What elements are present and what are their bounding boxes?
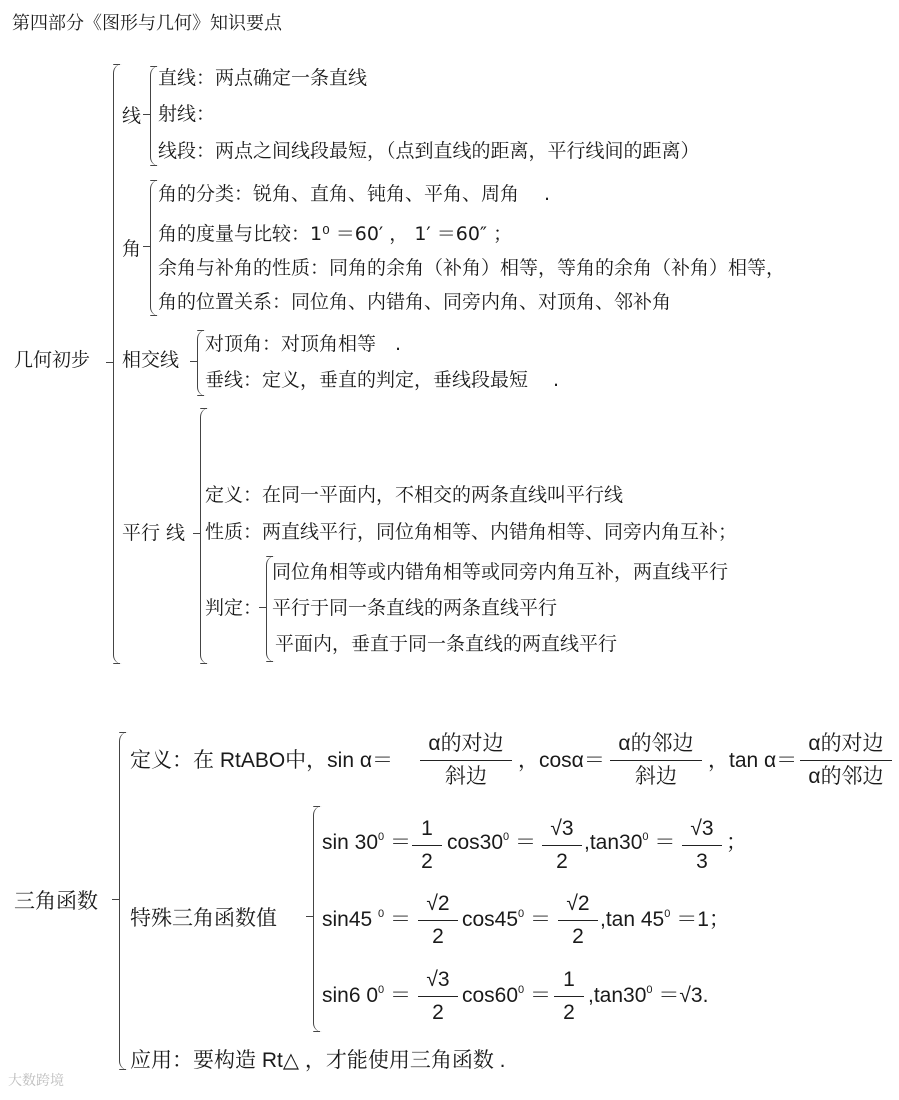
tan-numerator: α的对边 — [800, 730, 892, 761]
line-item-straight: 直线：两点确定一条直线 — [158, 67, 368, 89]
judge-item-third-line: 平行于同一条直线的两条直线平行 — [272, 597, 558, 619]
row3-cos-value: $\frac{1}{2}$ — [554, 966, 584, 1027]
row2-cos-value: $\frac{√2}{2}$ — [558, 890, 598, 951]
geometry-root-label: 几何初步 — [14, 349, 91, 371]
cos-label: ，cosα＝ — [518, 749, 605, 772]
row1-tan-label: $,\tan 30^0$ ＝ — [584, 831, 676, 854]
trig-root-label: 三角函数 — [14, 889, 98, 913]
trig-definition-prefix: 定义：在 RtABO中，sin α＝ — [130, 749, 394, 772]
row3-sin-label: sin6 $0^0$ ＝ — [322, 984, 412, 1007]
sin-numerator: α的对边 — [420, 730, 512, 761]
row1-tail: ； — [726, 831, 747, 854]
parallel-judge-label: 判定： — [205, 597, 263, 619]
sin-denominator: 斜边 — [445, 765, 487, 788]
row3-tan-label: $,\tan 30^0 =√3$. — [588, 984, 709, 1007]
angle-item-position: 角的位置关系：同位角、内错角、同旁内角、对顶角、邻补角 — [158, 291, 672, 313]
judge-item-perpendicular: 平面内，垂直于同一条直线的两直线平行 — [275, 633, 618, 655]
page-title: 第四部分《图形与几何》知识要点 — [12, 13, 282, 34]
angle-item-measure: 角的度量与比较：1⁰ ＝60′ ， 1′ ＝60″ ； — [158, 223, 513, 245]
special-values-brace — [313, 806, 322, 1032]
cos-denominator: 斜边 — [635, 765, 677, 788]
judge-item-angles: 同位角相等或内错角相等或同旁内角互补，两直线平行 — [272, 561, 729, 583]
special-values-label: 特殊三角函数值 — [130, 906, 277, 930]
sin-fraction — [420, 730, 512, 791]
line-label: 线 — [122, 105, 142, 127]
cos-numerator: α的邻边 — [610, 730, 702, 761]
trig-application: 应用：要构造 Rt△ ，才能使用三角函数 . — [130, 1049, 506, 1072]
intersect-label: 相交线 — [122, 349, 180, 371]
row1-sin-value: $\frac{1}{2}$ — [412, 815, 442, 876]
line-item-segment: 线段：两点之间线段最短，（点到直线的距离，平行线间的距离） — [158, 140, 700, 162]
row3-cos-label: $\cos 60^0$ ＝ — [462, 984, 552, 1007]
row2-tan-label: ,tan $45^0 =1$； — [600, 908, 730, 931]
row1-cos-value: $\frac{√3}{2}$ — [542, 815, 582, 876]
angle-label: 角 — [122, 238, 142, 260]
row2-sin-label: sin45 $^0$ ＝ — [322, 908, 412, 931]
parallel-label: 平行 线 — [122, 522, 186, 544]
parallel-item-property: 性质：两直线平行，同位角相等、内错角相等、同旁内角互补； — [205, 521, 738, 543]
row2-sin-value: $\frac{√2}{2}$ — [418, 890, 458, 951]
tan-label: ，tan α＝ — [708, 749, 798, 772]
intersect-item-vertical: 对顶角：对顶角相等 . — [205, 333, 402, 355]
line-item-ray: 射线： — [158, 103, 216, 125]
angle-item-complement: 余角与补角的性质：同角的余角（补角）相等，等角的余角（补角）相等， — [158, 257, 786, 279]
row1-tan-value: $\frac{√3}{3}$ — [682, 815, 722, 876]
row1-cos-label: $\cos 30^0$ ＝ — [447, 831, 537, 854]
watermark-logo: 大数跨境 — [8, 1073, 64, 1089]
trig-root-brace — [119, 732, 130, 1070]
angle-item-classification: 角的分类：锐角、直角、钝角、平角、周角 . — [158, 183, 551, 205]
row1-sin-label: $\sin 30^0$ ＝ — [322, 831, 412, 854]
row2-cos-label: $\cos 45^0$ ＝ — [462, 908, 552, 931]
parallel-item-definition: 定义：在同一平面内，不相交的两条直线叫平行线 — [205, 484, 624, 506]
tan-fraction — [800, 730, 892, 791]
intersect-item-perpendicular: 垂线：定义，垂直的判定，垂线段最短 . — [205, 369, 560, 391]
tan-denominator: α的邻边 — [808, 765, 884, 788]
row3-sin-value: $\frac{√3}{2}$ — [418, 966, 458, 1027]
cos-fraction — [610, 730, 702, 791]
